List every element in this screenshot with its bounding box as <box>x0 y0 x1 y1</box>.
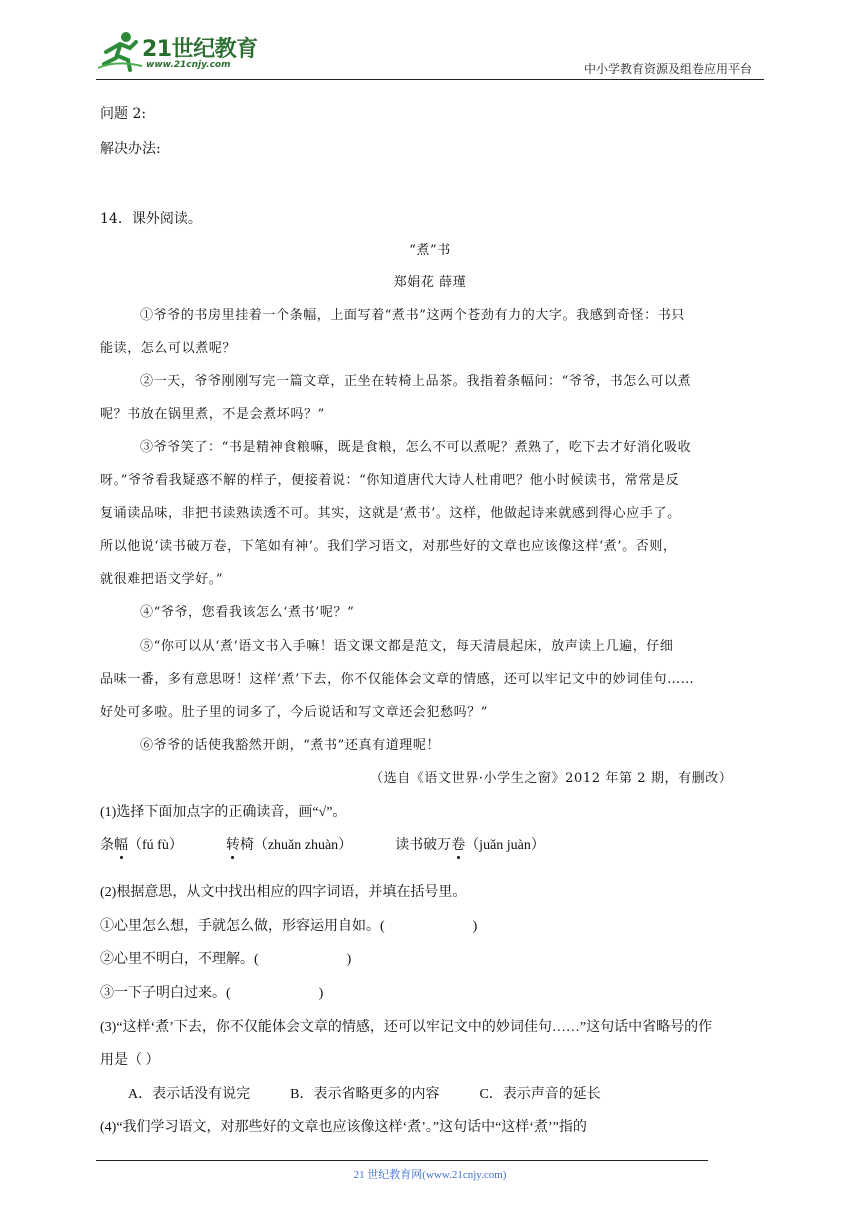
question-2c <box>100 984 323 1004</box>
article-title: “煮”书 <box>409 243 451 258</box>
article-line: 复诵读品味，非把书读熟读透不可。其实，这就是‘煮书’。这样，他做起诗来就感到得心应手了。 <box>100 506 681 521</box>
logo-text: 21世纪教育 <box>142 37 258 62</box>
article-line: ②一天，爷爷刚刚写完一篇文章，正坐在转椅上品茶。我指着条幅问：“爷爷，书怎么可以煮 <box>140 374 692 389</box>
close-paren: ) <box>346 952 352 967</box>
question-2a-text: ①心里怎么想，手就怎么做，形容运用自如。( <box>100 919 385 934</box>
option-3-dotted-char: 卷 <box>451 836 465 856</box>
option-1-pinyin: （fú fù） <box>128 838 183 853</box>
platform-name: 中小学教育资源及组卷应用平台 <box>583 62 752 76</box>
option-3-prefix: 读书破万 <box>395 838 452 853</box>
question-4: (4)“我们学习语文，对那些好的文章也应该像这样‘煮’。”这句话中“这样‘煮’”指的 <box>100 1120 587 1135</box>
footer-divider <box>96 1160 708 1161</box>
option-1-prefix: 条 <box>100 838 114 853</box>
choice-a[interactable]: A．表示话没有说完 <box>128 1087 251 1102</box>
footer-link[interactable]: 21 世纪教育网(www.21cnjy.com) <box>353 1169 507 1181</box>
choice-c[interactable]: C．表示声音的延长 <box>479 1087 601 1102</box>
option-3-pinyin: （juǎn juàn） <box>465 838 545 853</box>
option-1-dotted-char: 幅 <box>114 836 128 856</box>
question-3-line-1: (3)“这样‘煮’下去，你不仅能体会文章的情感，还可以牢记文中的妙词佳句……”这句话中省略号的作 <box>100 1020 713 1035</box>
close-paren: ) <box>472 919 478 934</box>
question-2b-text: ②心里不明白，不理解。( <box>100 952 259 967</box>
article-line: 呀。”爷爷看我疑惑不解的样子，便接着说：“你知道唐代大诗人杜甫吧？他小时候读书，常常是反 <box>100 473 680 488</box>
question-3-line-2: 用是（ ） <box>100 1053 160 1068</box>
question-2-label: 问题 2: <box>100 106 147 122</box>
question-1: (1)选择下面加点字的正确读音，画“√”。 <box>100 805 347 820</box>
article-line: 好处可多啦。肚子里的词多了，今后说话和写文章还会犯愁吗？” <box>100 705 489 720</box>
article-source: （选自《语文世界·小学生之窗》2012 年第 2 期，有删改） <box>370 771 733 786</box>
runner-logo-icon <box>96 30 144 72</box>
article-line: 所以他说‘读书破万卷，下笔如有神’。我们学习语文，对那些好的文章也应该像这样‘煮’。否则， <box>100 539 677 554</box>
option-2[interactable] <box>226 838 352 853</box>
article-line: 品味一番，多有意思呀！这样‘煮’下去，你不仅能体会文章的情感，还可以牢记文中的妙词佳句…… <box>100 672 695 687</box>
article-line: ③爷爷笑了：“书是精神食粮嘛，既是食粮，怎么不可以煮呢？煮熟了，吃下去才好消化吸收 <box>140 440 692 455</box>
question-2: (2)根据意思，从文中找出相应的四字词语，并填在括号里。 <box>100 885 467 900</box>
option-2-suffix: 椅 <box>239 838 254 853</box>
question-1-options <box>100 836 545 856</box>
option-1[interactable] <box>100 838 183 853</box>
option-2-pinyin: （zhuǎn zhuàn） <box>253 838 353 853</box>
article-line: ⑥爷爷的话使我豁然开朗，“煮书”还真有道理呢！ <box>140 738 441 753</box>
question-2c-text: ③一下子明白过来。( <box>100 986 231 1001</box>
article-line: ⑤“你可以从‘煮’语文书入手嘛！语文课文都是范文，每天清晨起床，放声读上几遍，仔细 <box>140 639 674 654</box>
article-line: 能读，怎么可以煮呢？ <box>100 341 237 356</box>
section-heading: 14．课外阅读。 <box>100 211 202 227</box>
close-paren: ) <box>318 986 324 1001</box>
site-logo[interactable] <box>96 30 266 78</box>
article-line: ④“爷爷，您看我该怎么‘煮书’呢？” <box>140 605 355 620</box>
question-3-options <box>128 1085 601 1105</box>
option-2-dotted-char: 转 <box>226 836 240 856</box>
option-3[interactable] <box>395 838 545 853</box>
solution-label: 解决办法: <box>100 141 161 157</box>
header-divider <box>96 79 764 80</box>
question-2b <box>100 950 351 970</box>
article-author: 郑娟花 薛瑾 <box>393 275 467 290</box>
article-line: 就很难把语文学好。” <box>100 572 224 587</box>
question-2a <box>100 917 477 937</box>
page-header <box>0 0 860 80</box>
article-line: 呢？书放在锅里煮，不是会煮坏吗？” <box>100 407 325 422</box>
article-line: ①爷爷的书房里挂着一个条幅，上面写着“煮书”这两个苍劲有力的大字。我感到奇怪：书只 <box>140 308 685 323</box>
logo-url: www.21cnjy.com <box>146 60 231 70</box>
choice-b[interactable]: B．表示省略更多的内容 <box>290 1087 440 1102</box>
